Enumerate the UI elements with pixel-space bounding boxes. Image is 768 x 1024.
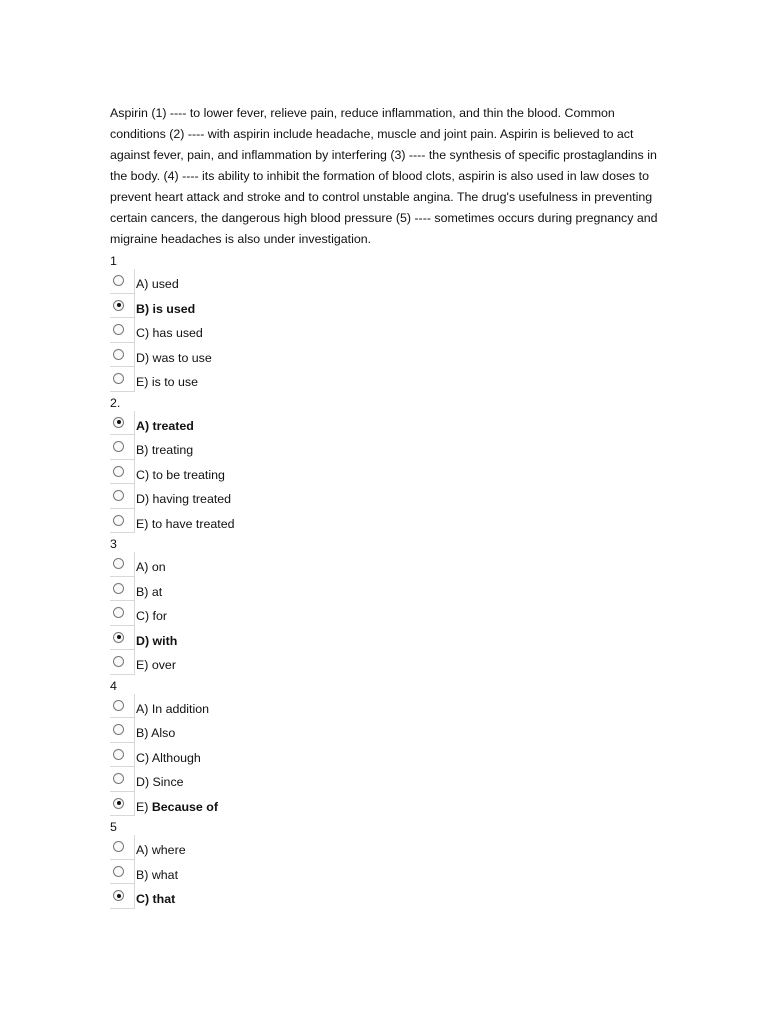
radio-unchecked-icon[interactable] — [113, 275, 124, 286]
reading-passage: Aspirin (1) ---- to lower fever, relieve pain, reduce inflammation, and thin the blood. Common conditions (2) ---- with aspirin include headache, muscle and joint pain. Aspirin is believed to act against fever, pain, and inflammation by interfering (3) ---- the synthesis of specific prostaglandins in the body. (4) ---- its ability to inhibit the formation of blood clots, aspirin is also used in law doses to prevent heart attack and stroke and to control unstable angina. The drug's usefulness in preventing certain cancers, the dangerous high blood pressure (5) ---- sometimes occurs during pregnancy and migraine headaches is also under investigation. — [110, 106, 658, 246]
option-letter: A) — [136, 701, 152, 716]
answer-option[interactable] — [110, 367, 670, 392]
option-label — [136, 468, 225, 482]
option-label — [136, 726, 175, 740]
option-text: is used — [152, 301, 196, 316]
answer-option[interactable] — [110, 552, 670, 577]
radio-cell — [110, 460, 135, 485]
option-letter: B) — [136, 726, 152, 740]
option-letter: D) — [136, 775, 153, 789]
radio-unchecked-icon[interactable] — [113, 373, 124, 384]
option-letter: C) — [136, 892, 153, 906]
option-letter: D) — [136, 350, 153, 365]
radio-cell — [110, 718, 135, 743]
radio-unchecked-icon[interactable] — [113, 841, 124, 852]
radio-cell — [110, 367, 135, 392]
option-text: Since — [152, 775, 184, 789]
option-text: Because of — [151, 799, 218, 814]
option-label — [136, 585, 162, 599]
option-letter: D) — [136, 633, 153, 648]
option-text: what — [151, 867, 179, 882]
answer-option[interactable] — [110, 601, 670, 626]
question-1 — [110, 253, 670, 392]
option-letter: A) — [136, 560, 152, 574]
radio-unchecked-icon[interactable] — [113, 656, 124, 667]
option-label — [136, 419, 194, 433]
option-text: where — [151, 843, 186, 857]
option-label — [136, 492, 231, 506]
answer-option[interactable] — [110, 343, 670, 368]
answer-option[interactable] — [110, 460, 670, 485]
option-text: Also — [151, 726, 176, 740]
option-label — [136, 751, 201, 765]
answer-option[interactable] — [110, 694, 670, 719]
option-label — [136, 326, 203, 340]
option-letter: C) — [136, 326, 153, 340]
answer-option[interactable] — [110, 626, 670, 651]
option-letter: E) — [136, 516, 152, 531]
option-letter: A) — [136, 418, 153, 433]
option-text: Although — [151, 750, 201, 765]
option-letter: D) — [136, 492, 153, 506]
option-text: to have treated — [151, 516, 235, 531]
option-letter: C) — [136, 750, 152, 765]
radio-cell — [110, 318, 135, 343]
option-label — [136, 560, 166, 574]
radio-unchecked-icon[interactable] — [113, 349, 124, 360]
radio-cell — [110, 601, 135, 626]
radio-unchecked-icon[interactable] — [113, 749, 124, 760]
option-letter: C) — [136, 609, 153, 623]
option-label — [136, 375, 198, 389]
option-text: to be treating — [152, 467, 225, 482]
option-text: with — [152, 633, 178, 648]
option-letter: E) — [136, 375, 152, 389]
radio-checked-icon[interactable] — [113, 417, 124, 428]
option-letter: A) — [136, 843, 152, 857]
option-label — [136, 868, 178, 882]
question-number: 2. — [110, 395, 121, 410]
radio-cell — [110, 294, 135, 319]
radio-unchecked-icon[interactable] — [113, 490, 124, 501]
option-label — [136, 517, 235, 531]
option-text: over — [151, 658, 176, 672]
radio-cell — [110, 792, 135, 817]
option-label — [136, 843, 186, 857]
option-text: treating — [151, 443, 194, 457]
radio-cell — [110, 860, 135, 885]
answer-option[interactable] — [110, 718, 670, 743]
answer-option[interactable] — [110, 294, 670, 319]
radio-unchecked-icon[interactable] — [113, 515, 124, 526]
radio-cell — [110, 884, 135, 909]
option-text: In addition — [151, 701, 210, 716]
option-label — [136, 351, 212, 365]
option-letter: B) — [136, 584, 152, 599]
option-text: on — [151, 560, 166, 574]
answer-option[interactable] — [110, 884, 670, 909]
option-text: treated — [152, 418, 194, 433]
question-3 — [110, 536, 670, 675]
option-label — [136, 658, 176, 672]
answer-option[interactable] — [110, 835, 670, 860]
answer-option[interactable] — [110, 743, 670, 768]
answer-option[interactable] — [110, 577, 670, 602]
answer-option[interactable] — [110, 435, 670, 460]
option-label — [136, 775, 184, 789]
answer-option[interactable] — [110, 792, 670, 817]
option-text: that — [152, 892, 176, 906]
option-label — [136, 892, 175, 906]
option-text: used — [151, 277, 179, 291]
option-label — [136, 609, 167, 623]
radio-cell — [110, 343, 135, 368]
radio-cell — [110, 484, 135, 509]
answer-option[interactable] — [110, 767, 670, 792]
option-text: has used — [152, 326, 203, 340]
radio-unchecked-icon[interactable] — [113, 558, 124, 569]
question-5 — [110, 819, 670, 909]
answer-option[interactable] — [110, 318, 670, 343]
radio-cell — [110, 435, 135, 460]
option-text: at — [151, 584, 163, 599]
option-letter: B) — [136, 301, 153, 316]
option-label — [136, 302, 195, 316]
question-4 — [110, 678, 670, 817]
answer-option[interactable] — [110, 269, 670, 294]
radio-cell — [110, 269, 135, 294]
radio-unchecked-icon[interactable] — [113, 583, 124, 594]
quiz-page — [110, 103, 670, 909]
radio-unchecked-icon[interactable] — [113, 607, 124, 618]
option-text: is to use — [151, 375, 198, 389]
option-letter: B) — [136, 867, 152, 882]
radio-cell — [110, 411, 135, 436]
radio-checked-icon[interactable] — [113, 890, 124, 901]
radio-unchecked-icon[interactable] — [113, 466, 124, 477]
radio-cell — [110, 694, 135, 719]
option-letter: C) — [136, 467, 153, 482]
radio-unchecked-icon[interactable] — [113, 866, 124, 877]
option-label — [136, 277, 179, 291]
option-label — [136, 702, 209, 716]
option-letter: B) — [136, 443, 152, 457]
answer-option[interactable] — [110, 860, 670, 885]
option-label — [136, 800, 218, 814]
radio-checked-icon[interactable] — [113, 798, 124, 809]
option-text: for — [152, 609, 167, 623]
radio-cell — [110, 552, 135, 577]
radio-unchecked-icon[interactable] — [113, 324, 124, 335]
answer-option[interactable] — [110, 484, 670, 509]
radio-unchecked-icon[interactable] — [113, 724, 124, 735]
radio-cell — [110, 509, 135, 534]
radio-checked-icon[interactable] — [113, 300, 124, 311]
question-2 — [110, 395, 670, 534]
answer-option[interactable] — [110, 411, 670, 436]
radio-checked-icon[interactable] — [113, 632, 124, 643]
option-text: having treated — [152, 492, 232, 506]
radio-cell — [110, 835, 135, 860]
answer-option[interactable] — [110, 650, 670, 675]
radio-cell — [110, 650, 135, 675]
question-number: 1 — [110, 254, 117, 268]
radio-cell — [110, 577, 135, 602]
radio-cell — [110, 743, 135, 768]
option-letter: E) — [136, 799, 152, 814]
option-label — [136, 634, 177, 648]
question-number: 4 — [110, 678, 117, 693]
question-number: 3 — [110, 537, 117, 551]
option-letter: A) — [136, 277, 152, 291]
radio-cell — [110, 626, 135, 651]
option-label — [136, 443, 193, 457]
question-list — [110, 253, 670, 909]
radio-unchecked-icon[interactable] — [113, 441, 124, 452]
radio-unchecked-icon[interactable] — [113, 773, 124, 784]
option-text: was to use — [152, 350, 212, 365]
question-number: 5 — [110, 820, 117, 834]
radio-cell — [110, 767, 135, 792]
answer-option[interactable] — [110, 509, 670, 534]
option-letter: E) — [136, 658, 152, 672]
radio-unchecked-icon[interactable] — [113, 700, 124, 711]
